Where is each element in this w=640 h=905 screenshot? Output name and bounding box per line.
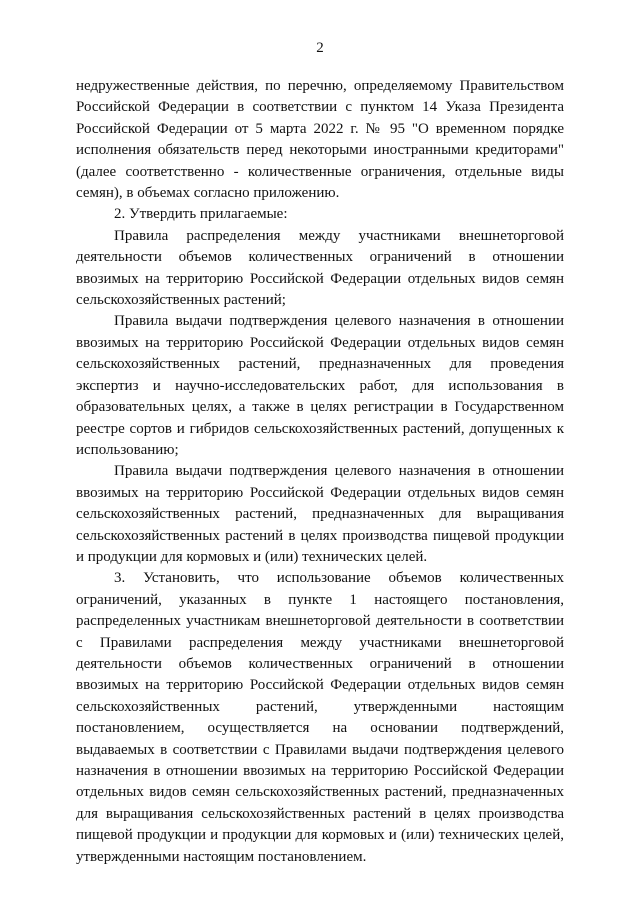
paragraph-item-2: 2. Утвердить прилагаемые: <box>114 206 288 223</box>
paragraph-item-3: 3. Установить, что использование объемов количественных ограничений, указанных в пункте 1 настоящего постановления, распределенных участникам внешнеторговой деятельности в соответствии с Правилами распределения между участниками внешнеторговой деятельности объемов количественных ограничений в отношении ввозимых на территорию Российской Федерации отдельных видов семян сельскохозяйственных растений, утвержденными настоящим постановлением, осуществляется на основании подтверждений, выдаваемых в соответствии с Правилами выдачи подтверждения целевого назначения в отношении ввозимых на территорию Российской Федерации отдельных видов семян сельскохозяйственных растений, предназначенных для выращивания сельскохозяйственных растений в целях производства пищевой продукции и продукции для кормовых и (или) технических целей, утвержденными настоящим постановлением. <box>76 570 564 865</box>
page-number: 2 <box>316 40 324 56</box>
paragraph-rules-confirmation-cultivation: Правила выдачи подтверждения целевого назначения в отношении ввозимых на территорию Российской Федерации отдельных видов семян сельскохозяйственных растений, предназначенных для выращивания сельскохозяйственных растений в целях производства пищевой продукции и продукции для кормовых и (или) технических целей. <box>76 463 564 565</box>
paragraph-rules-distribution: Правила распределения между участниками внешнеторговой деятельности объемов количественных ограничений в отношении ввозимых на территорию Российской Федерации отдельных видов семян сельскохозяйственных растений; <box>76 227 564 309</box>
document-body <box>76 76 564 868</box>
paragraph-rules-confirmation-research: Правила выдачи подтверждения целевого назначения в отношении ввозимых на территорию Российской Федерации отдельных видов семян сельскохозяйственных растений, предназначенных для проведения экспертиз и научно-исследовательских работ, для использования в образовательных целях, а также в целях регистрации в Государственном реестре сортов и гибридов сельскохозяйственных растений, допущенных к использованию; <box>76 313 564 458</box>
paragraph-continuation: недружественные действия, по перечню, определяемому Правительством Российской Федерации в соответствии с пунктом 14 Указа Президента Российской Федерации от 5 марта 2022 г. № 95 "О временном порядке исполнения обязательств перед некоторыми иностранными кредиторами" (далее соответственно - количественные ограничения, отдельные виды семян), в объемах согласно приложению. <box>76 78 564 202</box>
